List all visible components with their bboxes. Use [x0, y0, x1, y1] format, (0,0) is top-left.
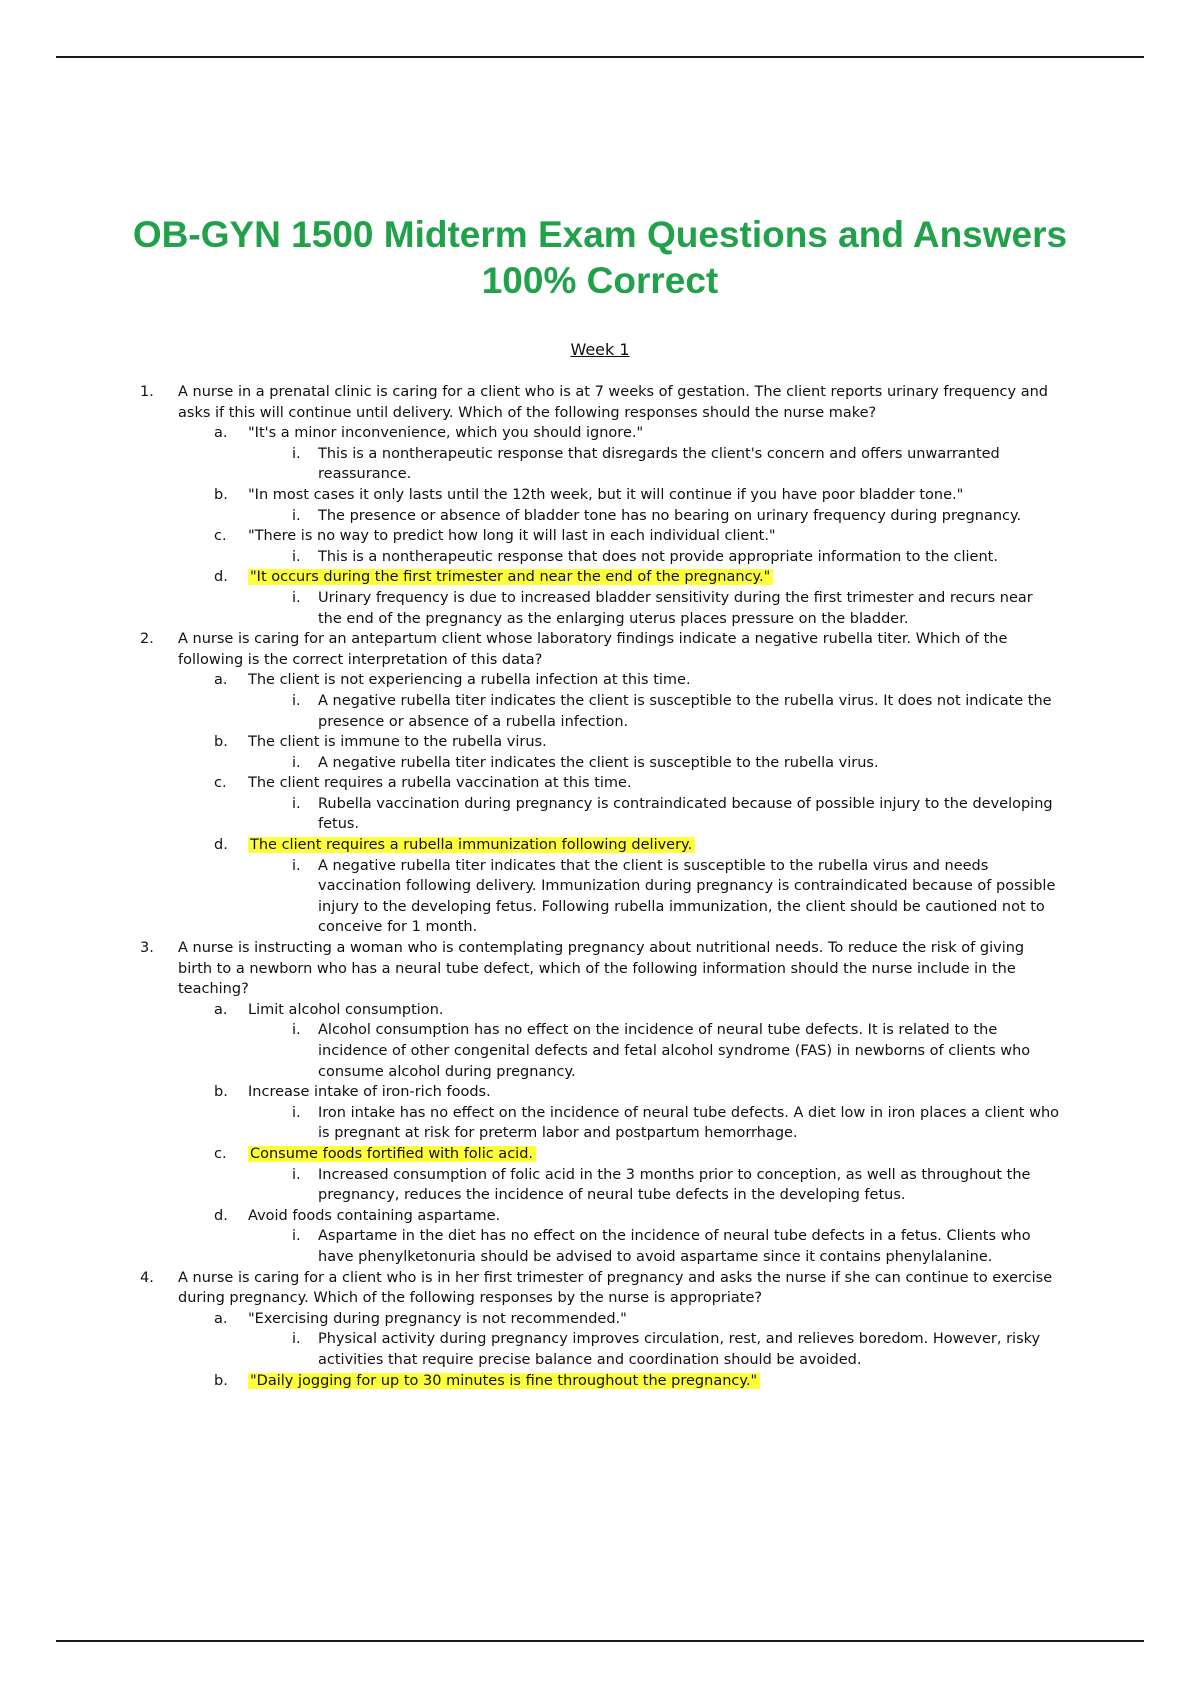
rationale	[140, 856, 1060, 938]
rationale-marker: i.	[292, 754, 301, 771]
option-text: "In most cases it only lasts until the 12th week, but it will continue if you have poor bladder tone."	[248, 486, 964, 503]
question-item	[140, 382, 1060, 423]
rationale-marker: i.	[292, 857, 301, 874]
rationale	[140, 1226, 1060, 1267]
rationale	[140, 1103, 1060, 1144]
option-text: The client requires a rubella vaccination at this time.	[248, 775, 632, 792]
option-letter: b.	[214, 1084, 228, 1101]
answer-option	[140, 1082, 1060, 1103]
rationale-text: A negative rubella titer indicates that the client is susceptible to the rubella virus and needs vaccination following delivery. Immunization during pregnancy is contraindicated because of possible injury to the developing fetus. Following rubella immunization, the client should be cautioned not to conceive for 1 month.	[318, 857, 1056, 936]
question-number: 1.	[140, 384, 154, 400]
question-item	[140, 629, 1060, 670]
rationale-text: Aspartame in the diet has no effect on the incidence of neural tube defects in a fetus. Clients who have phenylketonuria should be advised to avoid aspartame since it contains phenylalanine.	[318, 1228, 1031, 1265]
document-title: OB-GYN 1500 Midterm Exam Questions and Answers 100% Correct	[132, 214, 1068, 301]
question-text: A nurse is caring for an antepartum client whose laboratory findings indicate a negative rubella titer. Which of the following is the correct interpretation of this data?	[178, 631, 1008, 668]
rationale	[140, 794, 1060, 835]
answer-option	[140, 1309, 1060, 1330]
rationale-marker: i.	[292, 1104, 301, 1121]
rationale-marker: i.	[292, 692, 301, 709]
option-text: Avoid foods containing aspartame.	[248, 1207, 501, 1224]
option-letter: a.	[214, 672, 228, 689]
option-letter: b.	[214, 734, 228, 751]
rationale	[140, 506, 1060, 527]
option-letter: a.	[214, 425, 228, 442]
rationale	[140, 588, 1060, 629]
question-text: A nurse is caring for a client who is in her first trimester of pregnancy and asks the nurse if she can continue to exercise during pregnancy. Which of the following responses by the nurse is appropriate?	[178, 1269, 1053, 1307]
option-letter: c.	[214, 775, 227, 792]
rationale	[140, 1329, 1060, 1370]
option-text: The client is not experiencing a rubella infection at this time.	[248, 672, 691, 689]
question-number: 3.	[140, 940, 154, 957]
answer-option	[140, 1000, 1060, 1021]
rationale-marker: i.	[292, 507, 301, 524]
question-text: A nurse in a prenatal clinic is caring for a client who is at 7 weeks of gestation. The client reports urinary frequency and asks if this will continue until delivery. Which of the following responses should the nurse make?	[178, 384, 1048, 421]
rationale	[140, 753, 1060, 774]
rationale-text: A negative rubella titer indicates the client is susceptible to the rubella virus.	[318, 754, 879, 771]
option-letter: a.	[214, 1001, 228, 1018]
rationale-text: Iron intake has no effect on the incidence of neural tube defects. A diet low in iron places a client who is pregnant at risk for preterm labor and postpartum hemorrhage.	[318, 1104, 1060, 1142]
option-letter: d.	[214, 837, 228, 854]
option-text: The client is immune to the rubella virus.	[248, 734, 547, 751]
rationale-text: Alcohol consumption has no effect on the incidence of neural tube defects. It is related to the incidence of other congenital defects and fetal alcohol syndrome (FAS) in newborns of clients who consume alcohol during pregnancy.	[318, 1022, 1031, 1080]
rationale-text: Rubella vaccination during pregnancy is contraindicated because of possible injury to the developing fetus.	[318, 795, 1053, 833]
option-text: Limit alcohol consumption.	[248, 1001, 444, 1018]
rationale	[140, 691, 1060, 732]
answer-option	[140, 526, 1060, 547]
answer-option-correct	[140, 1144, 1060, 1165]
section-heading: Week 1	[570, 340, 630, 359]
answer-option-correct	[140, 567, 1060, 588]
bottom-rule	[56, 1640, 1144, 1642]
rationale	[140, 1165, 1060, 1206]
option-letter: c.	[214, 1145, 227, 1162]
question-list	[140, 382, 1060, 1391]
rationale-text: The presence or absence of bladder tone has no bearing on urinary frequency during pregnancy.	[318, 507, 1022, 524]
highlighted-answer-text: "It occurs during the first trimester and near the end of the pregnancy."	[248, 569, 773, 585]
answer-option	[140, 485, 1060, 506]
option-letter: b.	[214, 1372, 228, 1389]
rationale-marker: i.	[292, 1022, 301, 1039]
rationale	[140, 1020, 1060, 1082]
question-item	[140, 1268, 1060, 1309]
rationale-marker: i.	[292, 1331, 301, 1348]
highlighted-answer-text: The client requires a rubella immunization following delivery.	[248, 837, 695, 853]
answer-option	[140, 1206, 1060, 1227]
question-number: 4.	[140, 1269, 154, 1286]
option-letter: d.	[214, 569, 228, 586]
rationale-text: Physical activity during pregnancy improves circulation, rest, and relieves boredom. However, risky activities that require precise balance and coordination should be avoided.	[318, 1331, 1041, 1368]
option-text: "It's a minor inconvenience, which you should ignore."	[248, 425, 644, 442]
option-letter: a.	[214, 1310, 228, 1327]
option-letter: c.	[214, 528, 227, 545]
rationale-text: This is a nontherapeutic response that does not provide appropriate information to the client.	[318, 548, 998, 565]
rationale-marker: i.	[292, 1228, 301, 1245]
rationale	[140, 444, 1060, 485]
rationale-marker: i.	[292, 795, 301, 812]
highlighted-answer-text: Consume foods fortified with folic acid.	[248, 1146, 536, 1162]
option-letter: b.	[214, 486, 228, 503]
option-letter: d.	[214, 1207, 228, 1224]
question-text: A nurse is instructing a woman who is contemplating pregnancy about nutritional needs. To reduce the risk of giving birth to a newborn who has a neural tube defect, which of the following information should the nurse include in the teaching?	[178, 940, 1025, 998]
rationale-marker: i.	[292, 589, 301, 606]
rationale-text: Urinary frequency is due to increased bladder sensitivity during the first trimester and recurs near the end of the pregnancy as the enlarging uterus places pressure on the bladder.	[318, 589, 1033, 627]
question-item	[140, 938, 1060, 1000]
answer-option-correct	[140, 1371, 1060, 1392]
rationale	[140, 547, 1060, 568]
answer-option	[140, 732, 1060, 753]
highlighted-answer-text: "Daily jogging for up to 30 minutes is fine throughout the pregnancy."	[248, 1373, 760, 1389]
answer-option	[140, 670, 1060, 691]
rationale-marker: i.	[292, 445, 301, 462]
rationale-text: This is a nontherapeutic response that disregards the client's concern and offers unwarranted reassurance.	[318, 445, 1000, 483]
question-number: 2.	[140, 631, 154, 648]
rationale-text: A negative rubella titer indicates the client is susceptible to the rubella virus. It does not indicate the presence or absence of a rubella infection.	[318, 692, 1052, 730]
option-text: Increase intake of iron-rich foods.	[248, 1084, 491, 1101]
option-text: "Exercising during pregnancy is not recommended."	[248, 1310, 627, 1327]
answer-option	[140, 423, 1060, 444]
rationale-text: Increased consumption of folic acid in the 3 months prior to conception, as well as throughout the pregnancy, reduces the incidence of neural tube defects in the developing fetus.	[318, 1166, 1031, 1204]
answer-option-correct	[140, 835, 1060, 856]
rationale-marker: i.	[292, 1166, 301, 1183]
top-rule	[56, 56, 1144, 58]
answer-option	[140, 773, 1060, 794]
option-text: "There is no way to predict how long it will last in each individual client."	[248, 528, 776, 545]
rationale-marker: i.	[292, 548, 301, 565]
